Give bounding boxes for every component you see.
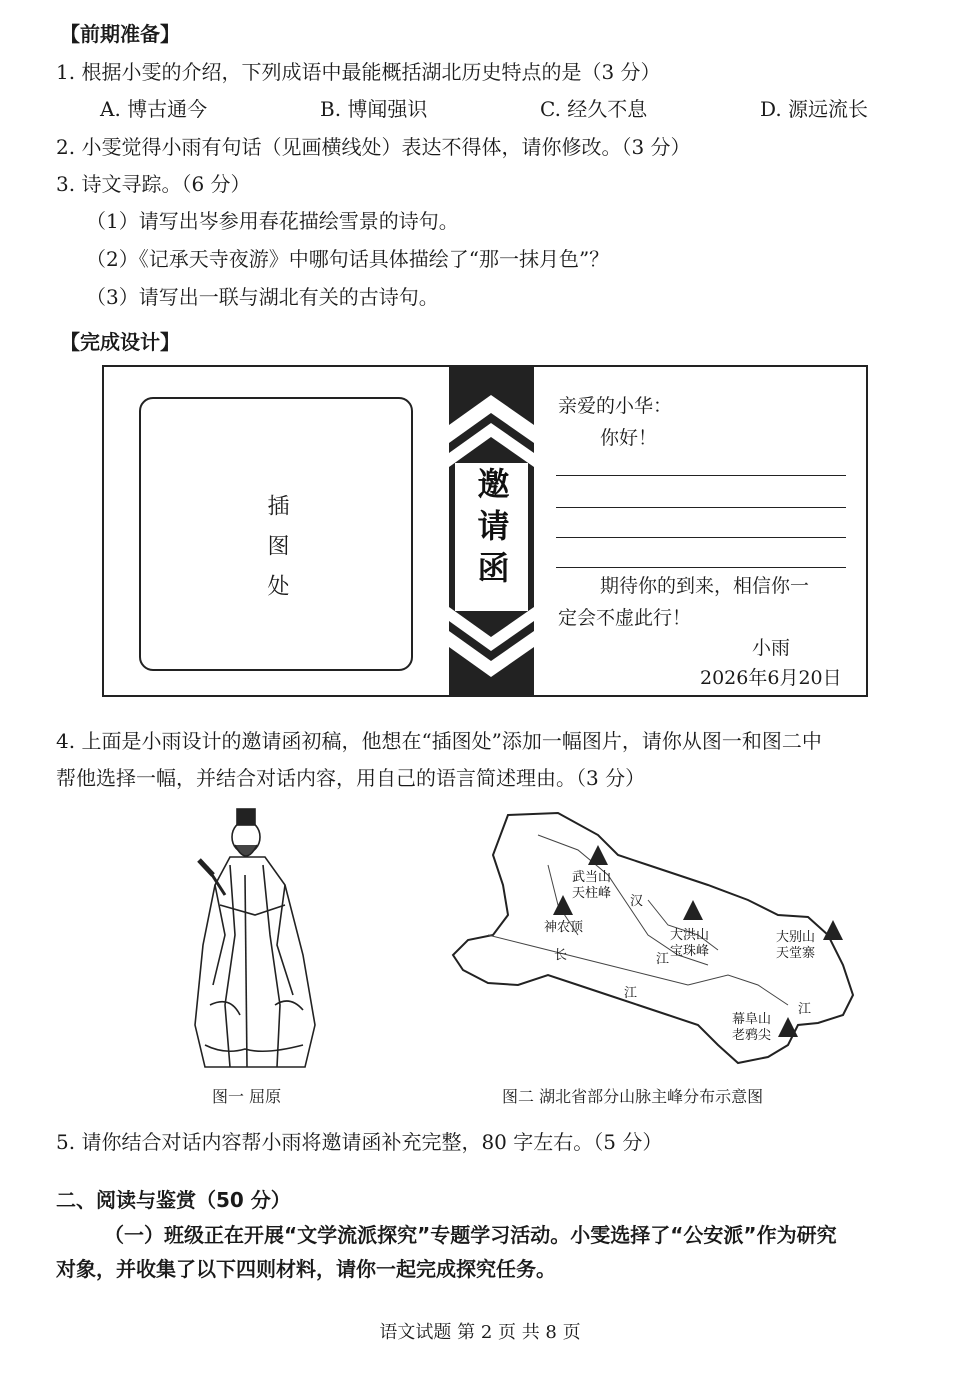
letter-closing-1: 期待你的到来，相信你一	[600, 575, 810, 597]
hubei-map	[448, 805, 860, 1070]
map-label-laoyajian: 老鸦尖	[732, 1028, 772, 1043]
letter-signature: 小雨	[752, 637, 791, 659]
invitation-title	[449, 467, 534, 605]
blank-line	[556, 475, 846, 476]
picture-placeholder-frame	[139, 397, 413, 671]
map-label-tianzhufeng: 天柱峰	[572, 886, 612, 901]
question-3-sub-2: （2）《记承天寺夜游》中哪句话具体描绘了“那一抹月色”？	[86, 247, 610, 271]
blank-line	[556, 507, 846, 508]
map-label-han: 汉	[630, 894, 644, 909]
map-label-dahongshan: 大洪山	[670, 928, 710, 943]
map-label-wudangshan: 武当山	[572, 870, 612, 885]
question-3-sub-1: （1）请写出岑参用春花描绘雪景的诗句。	[86, 209, 459, 233]
picture-placeholder-text: 插图处	[264, 494, 289, 614]
question-3: 3. 诗文寻踪。（6 分）	[56, 172, 251, 196]
figure-2-caption: 图二 湖北省部分山脉主峰分布示意图	[502, 1087, 764, 1106]
letter-body	[534, 367, 864, 695]
letter-greeting: 亲爱的小华：	[558, 395, 673, 417]
question-2: 2. 小雯觉得小雨有句话（见画横线处）表达不得体，请你修改。（3 分）	[56, 135, 691, 159]
section-heading-prep: 【前期准备】	[60, 22, 180, 46]
map-label-jiang-2: 江	[624, 986, 638, 1001]
question-3-sub-3: （3）请写出一联与湖北有关的古诗句。	[86, 285, 439, 309]
map-label-mufushan: 幕阜山	[732, 1012, 772, 1027]
option-b: B. 博闻强识	[320, 97, 428, 121]
map-label-dabieshan: 大别山	[776, 930, 816, 945]
qu-yuan-portrait-icon	[185, 805, 325, 1075]
map-label-jiang-3: 江	[798, 1002, 812, 1017]
option-d: D. 源远流长	[760, 97, 869, 121]
map-label-shennongding: 神农顶	[544, 920, 584, 935]
page-footer: 语文试题 第 2 页 共 8 页	[379, 1322, 581, 1343]
invitation-title-text: 邀请函	[472, 467, 511, 593]
reading-intro-line-1: （一）班级正在开展“文学流派探究”专题学习活动。小雯选择了“公安派”作为研究	[104, 1223, 837, 1247]
section-heading-design: 【完成设计】	[60, 330, 180, 354]
blank-line	[556, 567, 846, 568]
map-label-jiang-1: 江	[656, 952, 670, 967]
reading-intro-line-2: 对象，并收集了以下四则材料，请你一起完成探究任务。	[56, 1257, 556, 1281]
title-band	[449, 367, 534, 695]
map-label-tiantangzhai: 天堂寨	[776, 946, 816, 961]
question-4-line-1: 4. 上面是小雨设计的邀请函初稿，他想在“插图处”添加一幅图片，请你从图一和图二中	[56, 729, 822, 753]
figure-1-caption: 图一 屈原	[212, 1087, 282, 1106]
question-1: 1. 根据小雯的介绍，下列成语中最能概括湖北历史特点的是（3 分）	[56, 60, 661, 84]
option-c: C. 经久不息	[540, 97, 648, 121]
blank-line	[556, 537, 846, 538]
letter-date: 2026年6月20日	[700, 667, 842, 689]
picture-placeholder-label	[141, 494, 411, 631]
letter-hello: 你好！	[600, 427, 658, 449]
question-5: 5. 请你结合对话内容帮小雨将邀请函补充完整，80 字左右。（5 分）	[56, 1130, 663, 1154]
question-4-line-2: 帮他选择一幅，并结合对话内容，用自己的语言简述理由。（3 分）	[56, 766, 646, 790]
map-label-baozhufeng: 宝珠峰	[670, 944, 710, 959]
section-heading-reading: 二、阅读与鉴赏（50 分）	[56, 1188, 291, 1212]
option-a: A. 博古通今	[100, 97, 208, 121]
letter-closing-2: 定会不虚此行！	[558, 607, 692, 629]
invitation-card	[102, 365, 868, 697]
map-label-chang: 长	[554, 948, 568, 963]
